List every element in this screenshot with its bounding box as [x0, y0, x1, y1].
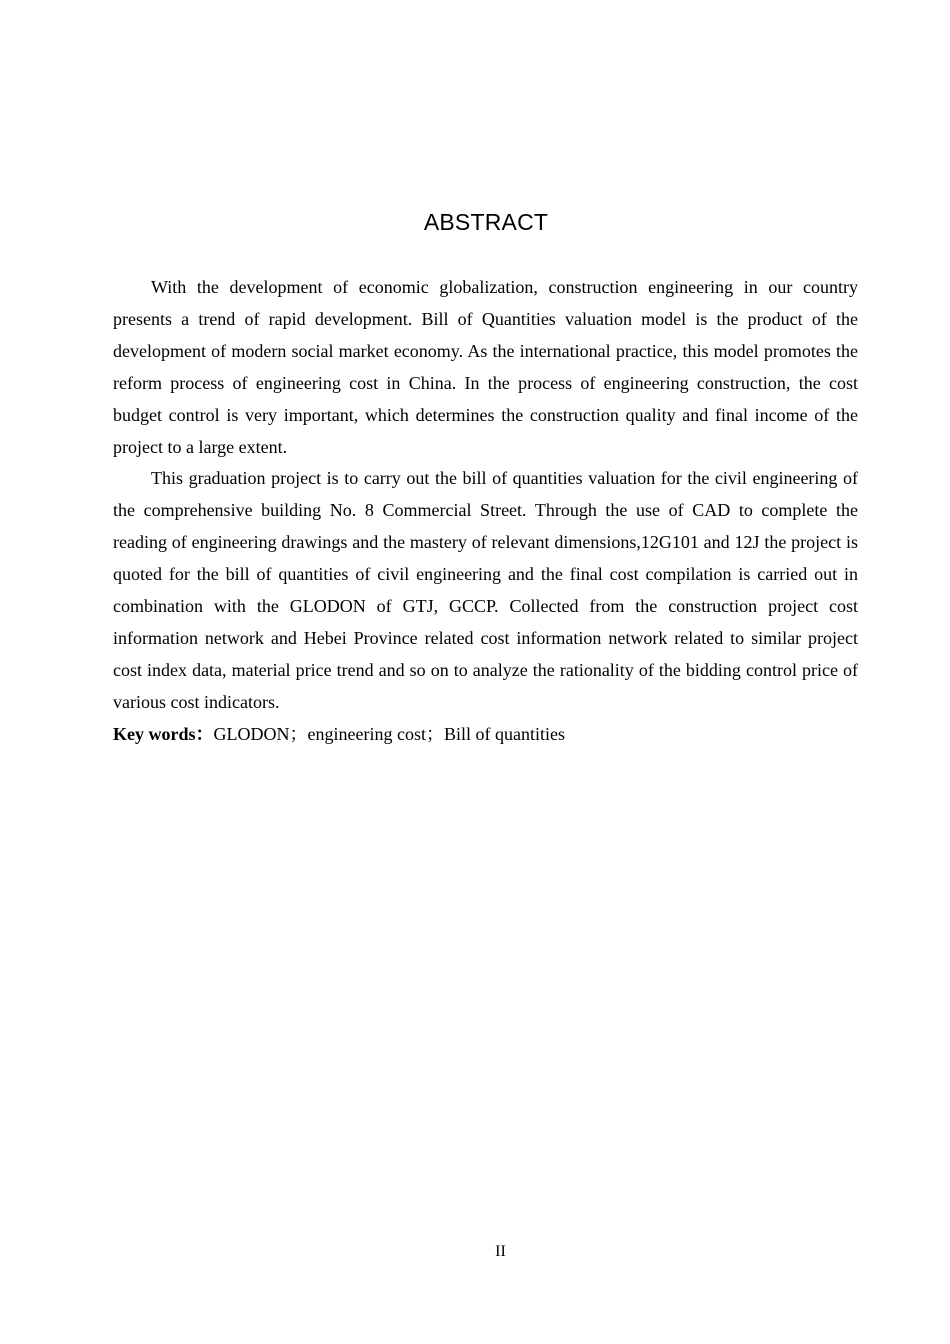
keyword-separator: ；	[425, 723, 444, 744]
keyword-item: Bill of quantities	[443, 723, 565, 744]
keywords-label: Key words：	[113, 723, 214, 744]
page-number: II	[495, 1243, 506, 1260]
abstract-paragraph-1: With the development of economic globalization, construction engineering in our country presents a trend of rapid development. Bill of Quantities valuation model is the product of the development of modern social market economy. As the international practice, this model promotes the reform process of engineering cost in China. In the process of engineering construction, the cost budget control is very important, which determines the construction quality and final income of the project to a large extent.	[113, 277, 858, 457]
abstract-body	[113, 272, 858, 751]
keywords-line	[113, 719, 858, 751]
abstract-title: ABSTRACT	[423, 209, 549, 235]
abstract-paragraph-2: This graduation project is to carry out the bill of quantities valuation for the civil engineering of the comprehensive building No. 8 Commercial Street. Through the use of CAD to complete the reading of engineering drawings and the mastery of relevant dimensions,12G101 and 12J the project is quoted for the bill of quantities of civil engineering and the final cost compilation is carried out in combination with the GLODON of GTJ, GCCP. Collected from the construction project cost information network and Hebei Province related cost information network related to similar project cost index data, material price trend and so on to analyze the rationality of the bidding control price of various cost indicators.	[113, 468, 858, 712]
keyword-separator: ；	[289, 723, 308, 744]
keyword-item: engineering cost	[307, 723, 426, 744]
keyword-item: GLODON	[213, 723, 290, 744]
